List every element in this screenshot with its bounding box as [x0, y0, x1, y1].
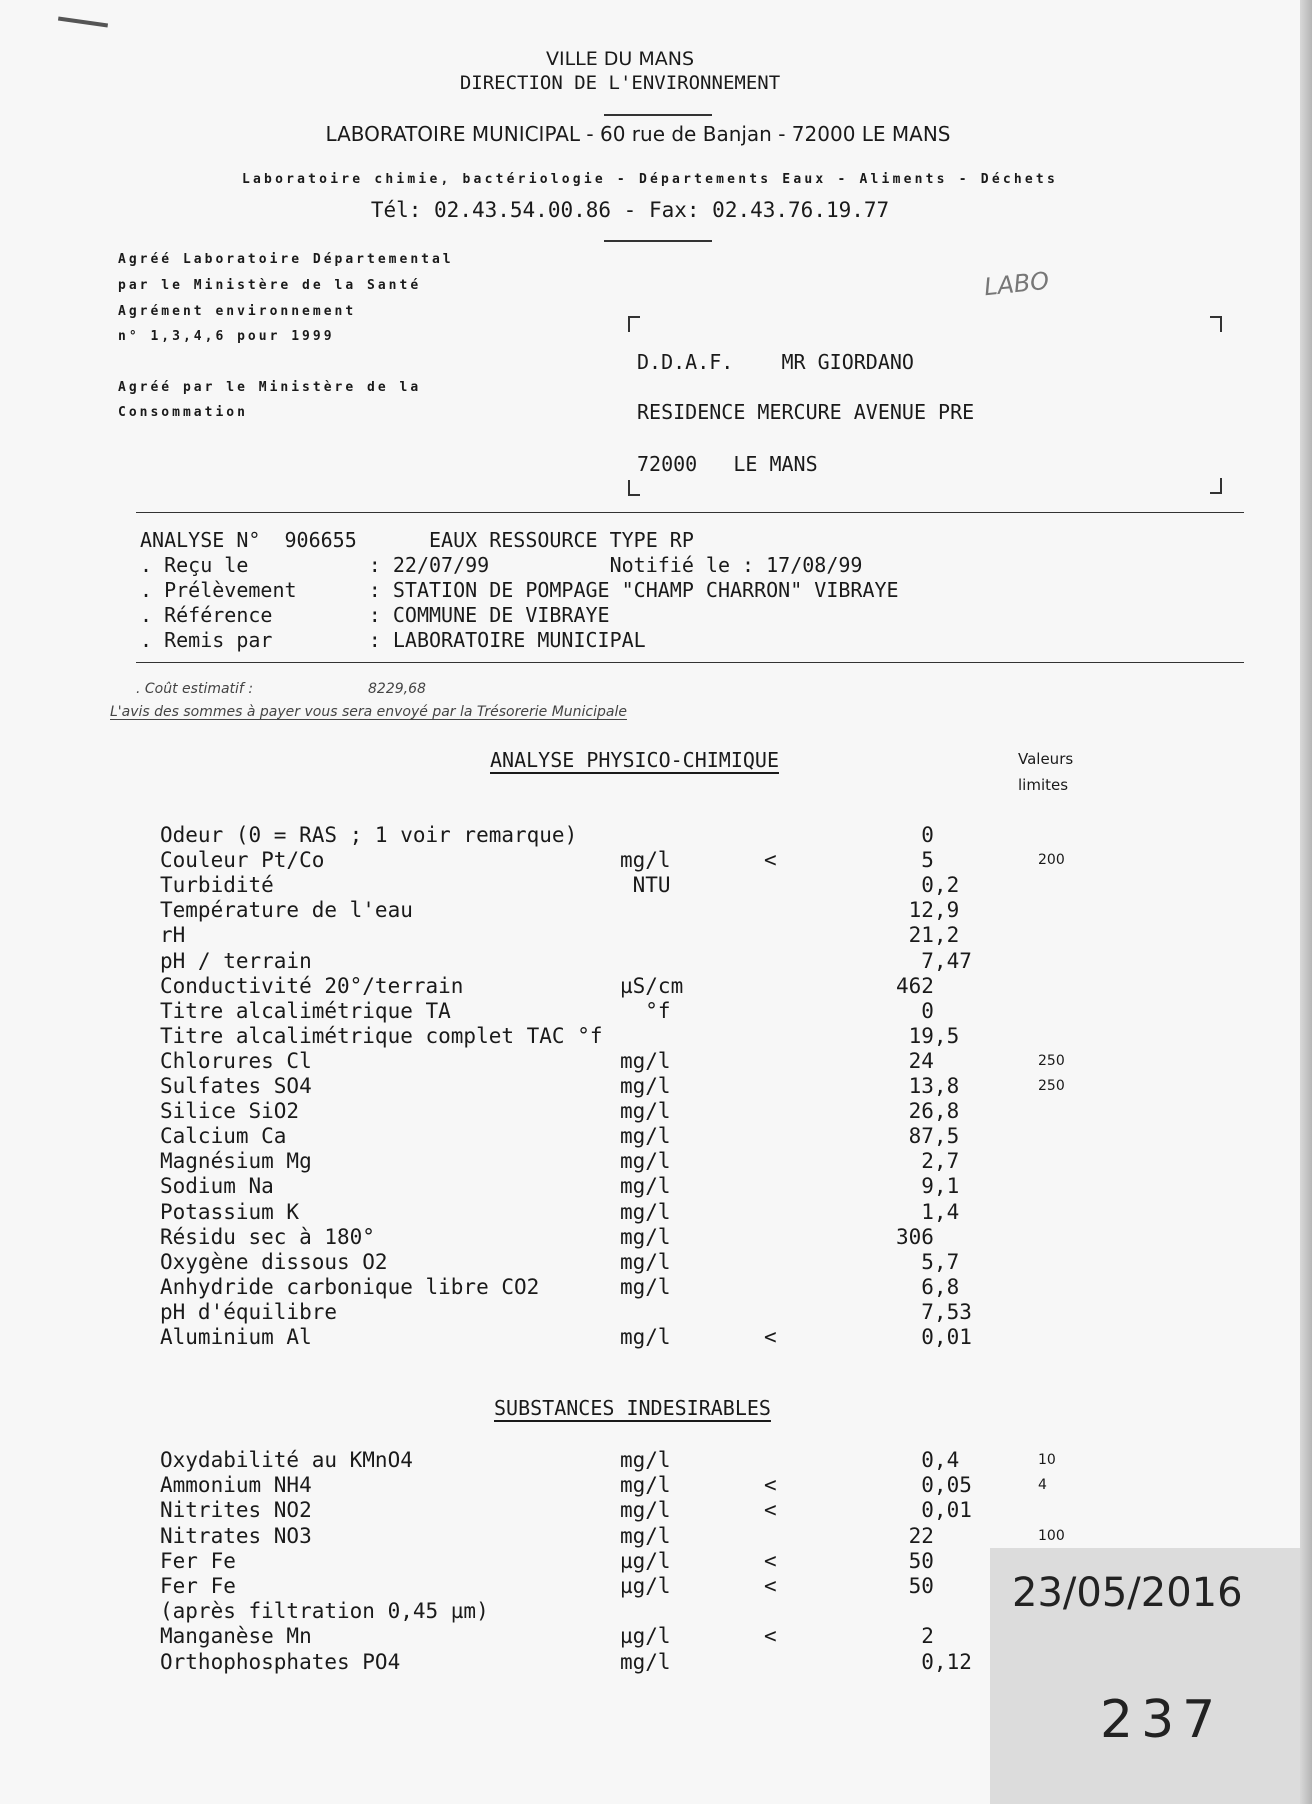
accreditation-line: par le Ministère de la Santé: [118, 278, 422, 293]
row-value: 7,53: [896, 1299, 972, 1324]
accreditation-line: Agréé Laboratoire Départemental: [118, 252, 454, 267]
direction-heading: DIRECTION DE L'ENVIRONNEMENT: [459, 72, 781, 94]
row-label: Oxydabilité au KMnO4: [160, 1448, 413, 1472]
divider: [604, 114, 712, 116]
archive-stamp: [990, 1548, 1312, 1804]
row-label: Potassium K: [160, 1199, 300, 1224]
row-label: pH / terrain: [160, 948, 312, 973]
section-title-indesirables: SUBSTANCES INDESIRABLES: [494, 1396, 771, 1420]
table-row: [160, 1448, 1160, 1473]
row-limit: 100: [1038, 1527, 1065, 1544]
row-value: 6,8: [896, 1274, 960, 1299]
row-label: Sodium Na: [160, 1174, 274, 1199]
row-unit: NTU: [620, 873, 671, 898]
row-unit: mg/l: [620, 1099, 671, 1124]
row-label: pH d'équilibre: [160, 1299, 338, 1324]
row-unit: mg/l: [620, 1048, 671, 1073]
row-label: Sulfates SO4: [160, 1074, 312, 1098]
address-window-corner: [1210, 478, 1222, 494]
row-label: Nitrites NO2: [160, 1498, 312, 1523]
row-value: 0,12: [896, 1649, 972, 1674]
table-row: [160, 923, 1160, 948]
row-unit: mg/l: [620, 848, 671, 873]
recipient-line: D.D.A.F. MR GIORDANO: [637, 350, 914, 374]
row-unit: mg/l: [620, 1149, 671, 1174]
row-label: Aluminium Al: [160, 1325, 312, 1349]
table-row: [160, 999, 1160, 1024]
row-value: 462: [896, 973, 934, 998]
table-row: [160, 1099, 1160, 1124]
table-row: [160, 873, 1160, 898]
accreditation-line: n° 1,3,4,6 pour 1999: [118, 329, 335, 344]
recipient-line: RESIDENCE MERCURE AVENUE PRE: [637, 400, 975, 424]
row-label: Manganèse Mn: [160, 1624, 312, 1649]
row-unit: mg/l: [620, 1249, 671, 1274]
address-window-corner: [628, 316, 640, 332]
recipient-line: 72000 LE MANS: [637, 452, 818, 476]
row-value: 13,8: [896, 1074, 960, 1098]
table-row: [160, 949, 1160, 974]
row-unit: mg/l: [620, 1124, 671, 1149]
divider: [604, 240, 712, 242]
row-value: 2: [896, 1624, 934, 1649]
row-value: 26,8: [896, 1099, 960, 1124]
row-value: 0: [896, 823, 934, 847]
row-unit: mg/l: [620, 1274, 671, 1299]
row-label: Fer Fe: [160, 1574, 236, 1598]
address-window-corner: [1210, 316, 1222, 332]
analysis-sampling: . Prélèvement : STATION DE POMPAGE "CHAMP CHARRON" VIBRAYE: [140, 578, 899, 602]
row-value: 0,2: [896, 873, 960, 898]
row-unit: mg/l: [620, 1649, 671, 1674]
row-label: Titre alcalimétrique complet TAC °f: [160, 1023, 603, 1048]
accreditation-line: Agréé par le Ministère de la: [118, 380, 422, 395]
cost-note: L'avis des sommes à payer vous sera envoyé par la Trésorerie Municipale: [110, 704, 627, 720]
row-unit: µg/l: [620, 1624, 671, 1649]
row-label: Conductivité 20°/terrain: [160, 973, 464, 998]
section-title-physico: ANALYSE PHYSICO-CHIMIQUE: [490, 748, 779, 772]
row-unit: mg/l: [620, 1199, 671, 1224]
row-limit: 200: [1038, 852, 1065, 869]
city-heading: VILLE DU MANS: [545, 48, 695, 70]
table-row: [160, 1524, 1160, 1549]
table-row: [160, 1300, 1160, 1325]
lab-address-line: LABORATOIRE MUNICIPAL - 60 rue de Banjan - 72000 LE MANS: [325, 122, 951, 146]
row-value: 306: [896, 1224, 934, 1249]
accreditation-line: Agrément environnement: [118, 304, 357, 319]
row-value: 9,1: [896, 1174, 960, 1199]
table-row: [160, 1275, 1160, 1300]
row-unit: mg/l: [620, 1074, 671, 1098]
row-label: Calcium Ca: [160, 1124, 287, 1149]
table-row: [160, 1225, 1160, 1250]
row-value: 7,47: [896, 948, 972, 973]
row-label: Oxygène dissous O2: [160, 1249, 388, 1274]
row-value: 0,01: [896, 1498, 972, 1523]
row-label: Odeur (0 = RAS ; 1 voir remarque): [160, 823, 578, 847]
row-unit: mg/l: [620, 1498, 671, 1523]
table-row: [160, 898, 1160, 923]
row-label: Nitrates NO3: [160, 1523, 312, 1548]
analysis-submitted-by: . Remis par : LABORATOIRE MUNICIPAL: [140, 628, 646, 652]
row-limit: 250: [1038, 1052, 1065, 1069]
limits-header: Valeurs: [1018, 750, 1074, 768]
table-row: [160, 1124, 1160, 1149]
row-operator: <: [764, 1325, 777, 1349]
analysis-received: . Reçu le : 22/07/99 Notifié le : 17/08/99: [140, 553, 863, 577]
row-label: Titre alcalimétrique TA: [160, 998, 451, 1023]
table-row: [160, 1473, 1160, 1498]
row-label: Fer Fe: [160, 1548, 236, 1573]
row-label: (après filtration 0,45 µm): [160, 1599, 489, 1624]
analysis-number: ANALYSE N° 906655 EAUX RESSOURCE TYPE RP: [140, 528, 694, 552]
row-value: 5: [896, 848, 934, 873]
row-value: 50: [896, 1574, 934, 1598]
row-value: 0,05: [896, 1473, 972, 1498]
row-value: 21,2: [896, 923, 960, 948]
row-unit: mg/l: [620, 1325, 671, 1349]
row-unit: µg/l: [620, 1574, 671, 1598]
row-value: 5,7: [896, 1249, 960, 1274]
row-operator: <: [764, 1574, 777, 1598]
limits-header: limites: [1018, 776, 1069, 794]
row-value: 22: [896, 1523, 934, 1548]
table-row: [160, 1074, 1160, 1099]
accreditation-line: Consommation: [118, 405, 248, 420]
row-limit: 4: [1038, 1477, 1047, 1494]
row-value: 1,4: [896, 1199, 960, 1224]
stamp-number: 237: [1100, 1690, 1224, 1750]
row-label: Magnésium Mg: [160, 1149, 312, 1174]
row-value: 12,9: [896, 898, 960, 923]
row-unit: mg/l: [620, 1174, 671, 1199]
row-label: Turbidité: [160, 873, 274, 898]
row-label: Chlorures Cl: [160, 1048, 312, 1073]
row-value: 50: [896, 1548, 934, 1573]
row-unit: mg/l: [620, 1523, 671, 1548]
table-row: [160, 1498, 1160, 1523]
row-unit: µg/l: [620, 1548, 671, 1573]
divider: [136, 662, 1244, 663]
row-limit: 250: [1038, 1078, 1065, 1094]
divider: [136, 512, 1244, 513]
row-label: Orthophosphates PO4: [160, 1649, 401, 1674]
row-unit: µS/cm: [620, 973, 684, 998]
phone-fax-line: Tél: 02.43.54.00.86 - Fax: 02.43.76.19.77: [370, 198, 890, 222]
row-label: Résidu sec à 180°: [160, 1224, 375, 1249]
row-unit: mg/l: [620, 1473, 671, 1498]
row-operator: <: [764, 1624, 777, 1649]
row-operator: <: [764, 1498, 777, 1523]
row-label: rH: [160, 923, 186, 948]
row-unit: mg/l: [620, 1448, 671, 1472]
departments-line: Laboratoire chimie, bactériologie - Départements Eaux - Aliments - Déchets: [242, 172, 1058, 187]
row-value: 0,01: [896, 1325, 972, 1349]
address-window-corner: [628, 480, 640, 496]
row-unit: °f: [620, 998, 671, 1023]
table-row: [160, 1149, 1160, 1174]
row-value: 2,7: [896, 1149, 960, 1174]
row-label: Silice SiO2: [160, 1099, 300, 1124]
row-unit: mg/l: [620, 1224, 671, 1249]
staple-mark: [58, 17, 108, 28]
handwritten-note: LABO: [982, 266, 1051, 302]
row-value: 19,5: [896, 1023, 960, 1048]
analysis-reference: . Référence : COMMUNE DE VIBRAYE: [140, 603, 610, 627]
row-operator: <: [764, 1473, 777, 1498]
table-row: [160, 1024, 1160, 1049]
row-label: Couleur Pt/Co: [160, 848, 325, 873]
table-row: [160, 1325, 1160, 1350]
table-row: [160, 823, 1160, 848]
table-row: [160, 1200, 1160, 1225]
table-row: [160, 974, 1160, 999]
row-label: Température de l'eau: [160, 898, 413, 923]
table-row: [160, 1049, 1160, 1074]
row-value: 24: [896, 1048, 934, 1073]
row-value: 87,5: [896, 1124, 960, 1149]
row-operator: <: [764, 848, 777, 873]
stamp-date: 23/05/2016: [1012, 1570, 1243, 1616]
table-row: [160, 1250, 1160, 1275]
row-value: 0,4: [896, 1448, 960, 1472]
row-value: 0: [896, 998, 934, 1023]
row-label: Ammonium NH4: [160, 1473, 312, 1498]
cost-label: . Coût estimatif :: [136, 681, 254, 697]
table-row: [160, 848, 1160, 873]
cost-value: 8229,68: [368, 681, 426, 697]
paper-edge: [1300, 0, 1312, 1804]
row-operator: <: [764, 1548, 777, 1573]
row-limit: 10: [1038, 1452, 1056, 1468]
row-label: Anhydride carbonique libre CO2: [160, 1274, 540, 1299]
table-row: [160, 1174, 1160, 1199]
